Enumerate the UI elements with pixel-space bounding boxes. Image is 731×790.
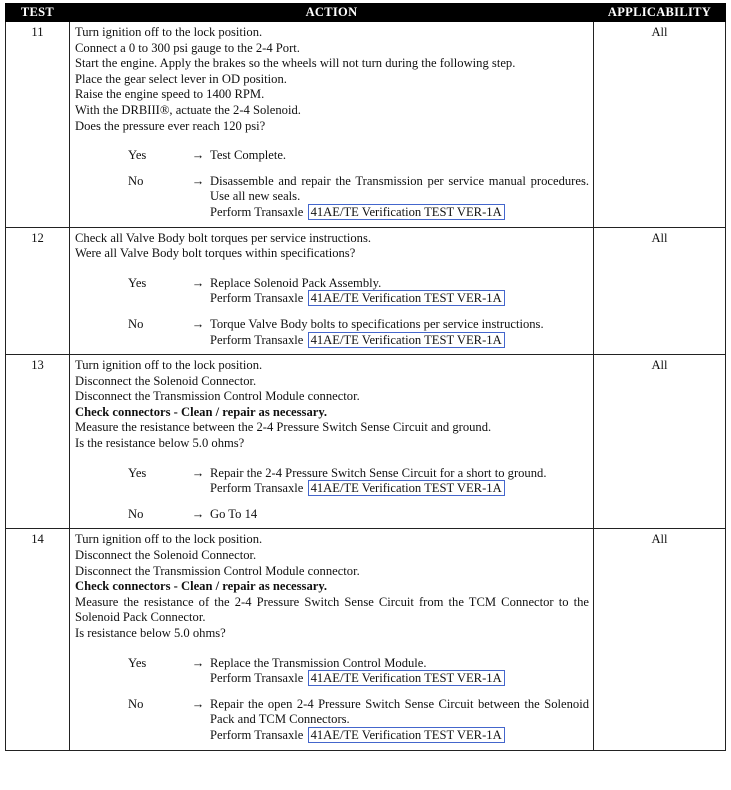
arrow-right-icon: → <box>191 465 205 480</box>
instruction-line: Turn ignition off to the lock position. <box>75 358 263 373</box>
instruction-line: Were all Valve Body bolt torques within specifications? <box>75 246 356 261</box>
response-instruction: Repair the 2-4 Pressure Switch Sense Circuit for a short to ground. <box>210 465 547 480</box>
response-yes <box>75 148 589 164</box>
test-number: 12 <box>6 227 70 355</box>
instruction-line: Is the resistance below 5.0 ohms? <box>75 436 245 451</box>
applicability-value: All <box>594 355 726 529</box>
instruction-line: Turn ignition off to the lock position. <box>75 532 263 547</box>
instruction-line: Raise the engine speed to 1400 RPM. <box>75 87 265 102</box>
response-instruction: Test Complete. <box>210 148 287 163</box>
arrow-right-icon: → <box>191 173 205 188</box>
instruction-line: Is resistance below 5.0 ohms? <box>75 626 226 640</box>
applicability-value: All <box>594 227 726 355</box>
instruction-line: Disconnect the Solenoid Connector. <box>75 373 257 388</box>
instruction-line: Does the pressure ever reach 120 psi? <box>75 118 266 133</box>
verification-test-link[interactable]: 41AE/TE Verification TEST VER-1A <box>308 727 505 743</box>
response-instruction: Replace Solenoid Pack Assembly. <box>210 275 382 290</box>
response-text <box>210 656 589 687</box>
response-instruction: Disassemble and repair the Transmission per service manual procedures. Use all new seals. <box>210 173 589 204</box>
table-header-row <box>6 4 726 22</box>
action-cell <box>70 355 594 529</box>
instruction-line: Turn ignition off to the lock position. <box>75 25 263 39</box>
instruction-line: Check all Valve Body bolt torques per service instructions. <box>75 230 372 245</box>
perform-label: Perform Transaxle <box>210 727 304 742</box>
response-yes <box>75 466 589 497</box>
verification-test-link[interactable]: 41AE/TE Verification TEST VER-1A <box>308 332 505 348</box>
test-number: 13 <box>6 355 70 529</box>
table-row <box>6 355 726 529</box>
response-label: Yes <box>128 148 147 163</box>
action-cell <box>70 22 594 228</box>
verification-test-link[interactable]: 41AE/TE Verification TEST VER-1A <box>308 290 505 306</box>
response-text <box>210 317 589 348</box>
check-connectors-note: Check connectors - Clean / repair as necessary. <box>75 404 328 419</box>
verification-test-link[interactable]: 41AE/TE Verification TEST VER-1A <box>308 480 505 496</box>
perform-label: Perform Transaxle <box>210 204 304 219</box>
arrow-right-icon: → <box>191 316 205 331</box>
instruction-line: Place the gear select lever in OD position. <box>75 71 287 86</box>
perform-label: Perform Transaxle <box>210 481 304 496</box>
arrow-right-icon: → <box>191 148 205 163</box>
header-applicability: APPLICABILITY <box>594 4 726 22</box>
response-text <box>210 466 589 497</box>
response-no <box>75 697 589 744</box>
instruction-line: Disconnect the Solenoid Connector. <box>75 548 257 563</box>
response-yes <box>75 656 589 687</box>
applicability-value: All <box>594 529 726 750</box>
response-text <box>210 276 589 307</box>
header-test: TEST <box>6 4 70 22</box>
diagnostic-test-table <box>5 3 726 751</box>
verification-test-link[interactable]: 41AE/TE Verification TEST VER-1A <box>308 204 505 220</box>
action-cell <box>70 227 594 355</box>
table-row <box>6 22 726 228</box>
arrow-right-icon: → <box>191 655 205 670</box>
applicability-value: All <box>594 22 726 228</box>
response-yes <box>75 276 589 307</box>
instruction-line: Disconnect the Transmission Control Module connector. <box>75 389 360 404</box>
diagnostic-table-page <box>5 3 725 751</box>
response-instruction: Go To 14 <box>210 506 258 521</box>
response-text <box>210 507 589 523</box>
instruction-line: Start the engine. Apply the brakes so the wheels will not turn during the following step. <box>75 56 516 71</box>
arrow-right-icon: → <box>191 506 205 521</box>
response-instruction: Torque Valve Body bolts to specifications per service instructions. <box>210 316 544 331</box>
instruction-line: Measure the resistance of the 2-4 Pressure Switch Sense Circuit from the TCM Connector to the Solenoid Pack Connector. <box>75 594 589 625</box>
table-body <box>6 22 726 751</box>
response-label: No <box>128 316 144 331</box>
instruction-line: Disconnect the Transmission Control Module connector. <box>75 563 360 578</box>
test-number: 11 <box>6 22 70 228</box>
perform-label: Perform Transaxle <box>210 291 304 306</box>
action-cell <box>70 529 594 750</box>
arrow-right-icon: → <box>191 696 205 711</box>
table-row <box>6 227 726 355</box>
response-text <box>210 174 589 221</box>
response-no <box>75 317 589 348</box>
response-no <box>75 507 589 523</box>
perform-label: Perform Transaxle <box>210 332 304 347</box>
table-row <box>6 529 726 750</box>
test-number: 14 <box>6 529 70 750</box>
response-no <box>75 174 589 221</box>
response-instruction: Replace the Transmission Control Module. <box>210 655 427 670</box>
response-label: Yes <box>128 275 147 290</box>
header-action: ACTION <box>70 4 594 22</box>
response-text <box>210 697 589 744</box>
response-label: Yes <box>128 655 147 670</box>
response-instruction: Repair the open 2-4 Pressure Switch Sense Circuit between the Solenoid Pack and TCM Connectors. <box>210 696 589 727</box>
response-label: No <box>128 696 144 711</box>
instruction-line: With the DRBIII®, actuate the 2-4 Solenoid. <box>75 102 301 117</box>
perform-label: Perform Transaxle <box>210 671 304 686</box>
response-label: No <box>128 173 144 188</box>
response-label: Yes <box>128 465 147 480</box>
response-label: No <box>128 506 144 521</box>
verification-test-link[interactable]: 41AE/TE Verification TEST VER-1A <box>308 670 505 686</box>
response-text <box>210 148 589 164</box>
instruction-line: Connect a 0 to 300 psi gauge to the 2-4 Port. <box>75 40 300 55</box>
arrow-right-icon: → <box>191 275 205 290</box>
instruction-line: Measure the resistance between the 2-4 Pressure Switch Sense Circuit and ground. <box>75 420 492 435</box>
check-connectors-note: Check connectors - Clean / repair as necessary. <box>75 579 328 594</box>
